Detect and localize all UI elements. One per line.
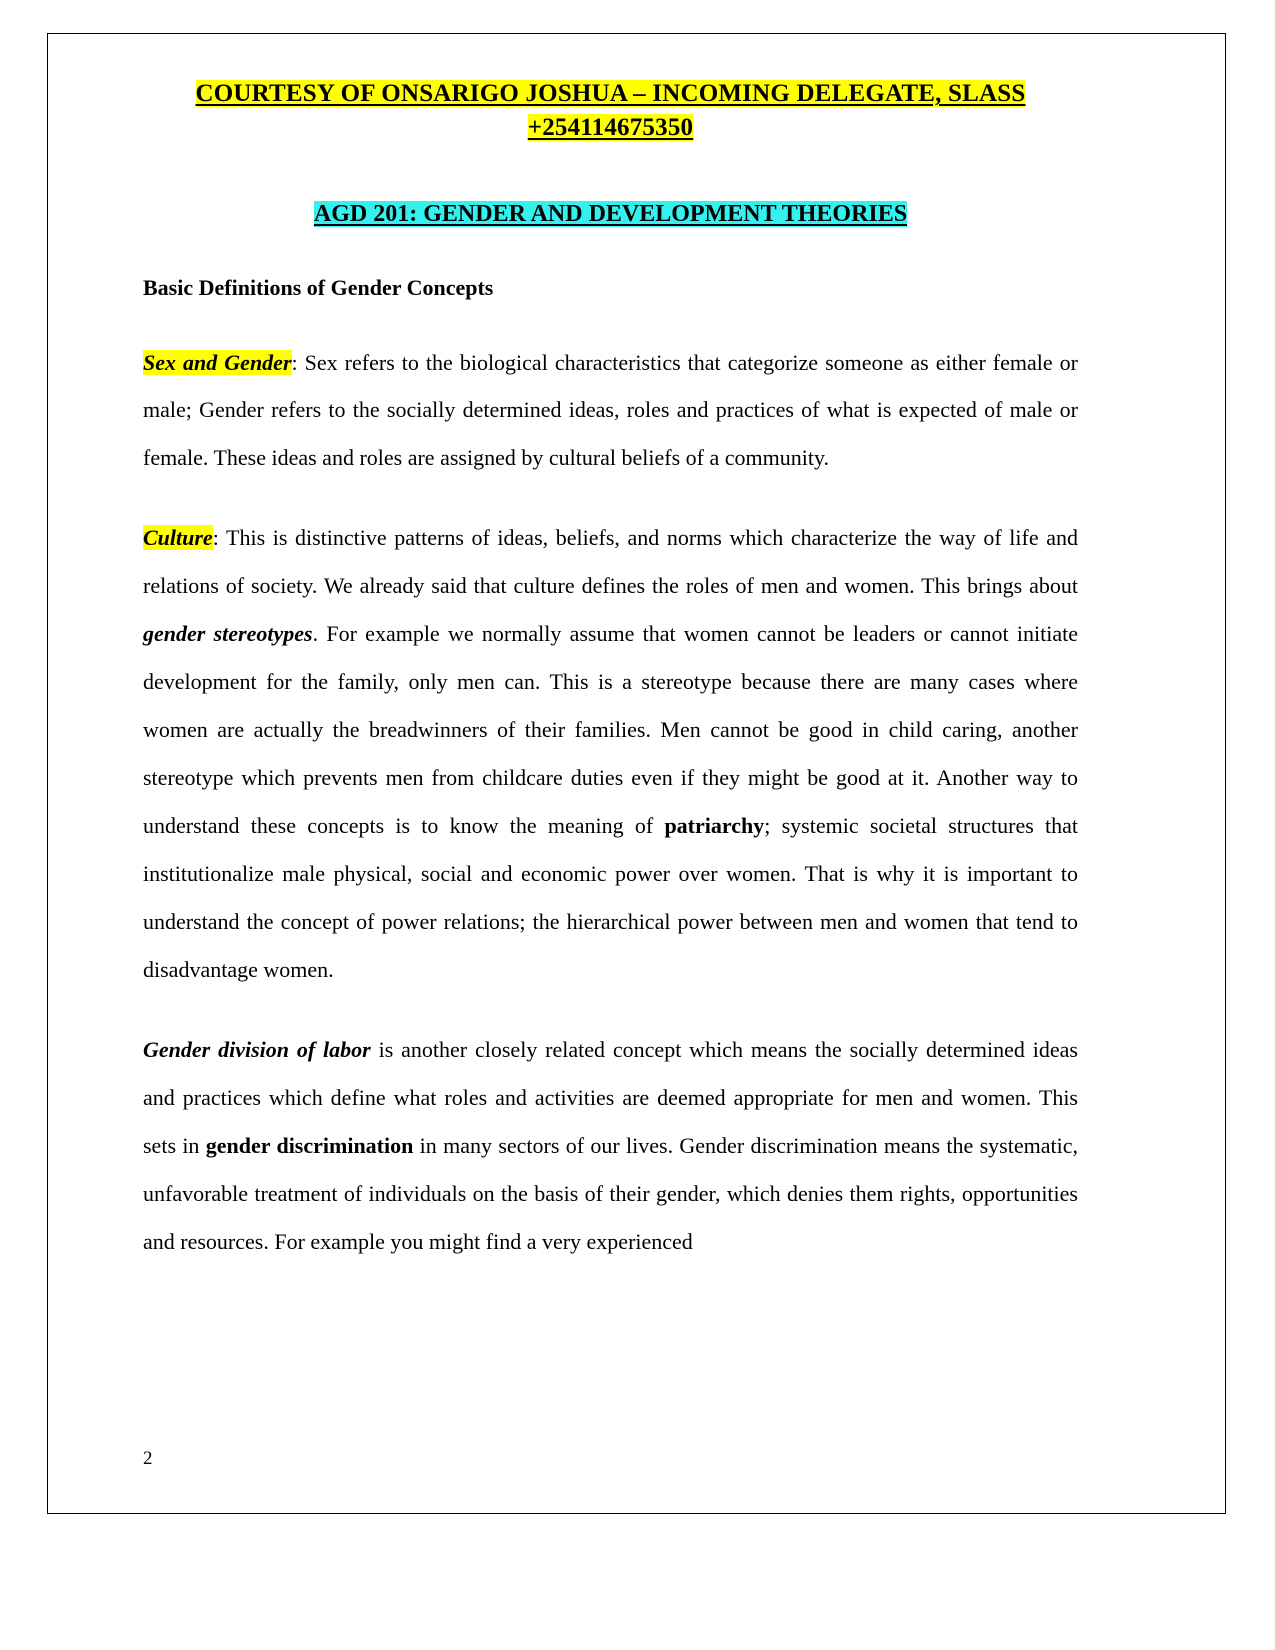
course-header [143, 77, 1078, 145]
document-page [47, 33, 1226, 1514]
paragraph-labor-text-1: is another closely related concept which means the socially determined ideas and practices which define what roles and activities are deemed appropriate for men and women. This sets in [143, 1036, 1078, 1158]
paragraph-culture-text-3: ; systemic societal structures that institutionalize male physical, social and economic power over women. That is why it is important to understand the concept of power relations; the hierarchical power between men and women that tend to disadvantage women. [143, 813, 1078, 982]
paragraph-gender-division-of-labor [143, 1026, 1078, 1266]
paragraph-culture-text-1: : This is distinctive patterns of ideas, beliefs, and norms which characterize the way of life and relations of society. We already said that culture defines the roles of men and women. This brings about [143, 525, 1078, 599]
header-line-2: +254114675350 [527, 113, 694, 141]
paragraph-sex-and-gender [143, 339, 1078, 483]
paragraph-culture [143, 514, 1078, 994]
term-culture: Culture [143, 525, 213, 551]
paragraph-labor-text-2: in many sectors of our lives. Gender discrimination means the systematic, unfavorable treatment of individuals on the basis of their gender, which denies them rights, opportunities and resources. For example you might find a very experienced [143, 1132, 1078, 1254]
term-sex-and-gender: Sex and Gender [143, 349, 292, 375]
header-line-1: COURTESY OF ONSARIGO JOSHUA – INCOMING DELEGATE, SLASS [195, 80, 1026, 107]
term-gender-division-of-labor: Gender division of labor [143, 1036, 371, 1062]
page-title-text: AGD 201: GENDER AND DEVELOPMENT THEORIES [313, 200, 908, 227]
paragraph-culture-text-2: . For example we normally assume that women cannot be leaders or cannot initiate development for the family, only men can. This is a stereotype because there are many cases where women are actually the breadwinners of their families. Men cannot be good in child caring, another stereotype which prevents men from childcare duties even if they might be good at it. Another way to understand these concepts is to know the meaning of [143, 621, 1079, 839]
paragraph-sex-and-gender-text: : Sex refers to the biological characteristics that categorize someone as either female or male; Gender refers to the socially determined ideas, roles and practices of what is expected of male or female. These ideas and roles are assigned by cultural beliefs of a community. [143, 349, 1079, 471]
term-gender-stereotypes: gender stereotypes [143, 621, 313, 647]
document-content [143, 77, 1078, 1266]
term-patriarchy: patriarchy [664, 813, 765, 839]
section-subheading: Basic Definitions of Gender Concepts [143, 274, 494, 300]
page-title [143, 201, 1078, 228]
page-number: 2 [143, 1448, 153, 1469]
term-gender-discrimination: gender discrimination [205, 1132, 414, 1158]
